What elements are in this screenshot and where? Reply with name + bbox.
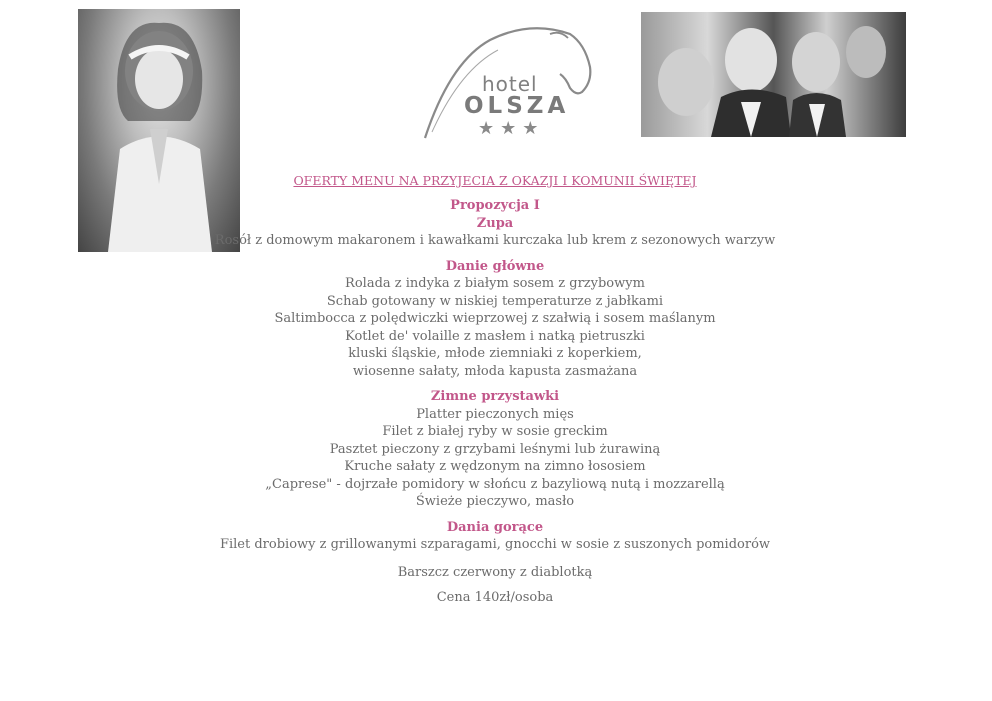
extra-item: Barszcz czerwony z diablotką: [397, 564, 593, 580]
soup-item: Rosół z domowym makaronem i kawałkami kurczaka lub krem z sezonowych warzyw: [214, 233, 776, 248]
communion-boys-photo: [641, 12, 906, 137]
main-dish-item: kluski śląskie, młode ziemniaki z koperkiem,: [348, 346, 642, 361]
main-dish-item: Kotlet de' volaille z masłem i natką pietruszki: [345, 328, 645, 344]
hotel-logo: [420, 22, 595, 142]
hot-dishes-heading: Dania gorące: [446, 519, 544, 535]
price-line: Cena 140zł/osoba: [436, 590, 554, 605]
main-dishes-heading: Danie główne: [445, 258, 545, 274]
soup-heading: Zupa: [476, 215, 514, 231]
main-dish-item: wiosenne sałaty, młoda kapusta zasmażana: [352, 363, 638, 379]
cold-starters-heading: Zimne przystawki: [430, 389, 560, 404]
cold-starter-item: Platter pieczonych mięs: [416, 406, 574, 422]
page-title: OFERTY MENU NA PRZYJECIA Z OKAZJI I KOMUNII ŚWIĘTEJ: [293, 173, 697, 188]
cold-starter-item: „Caprese" - dojrzałe pomidory w słońcu z bazyliową nutą i mozzarellą: [265, 476, 725, 492]
hot-dish-item: Filet drobiowy z grillowanymi szparagami, gnocchi w sosie z suszonych pomidorów: [219, 537, 771, 552]
cold-starter-item: Kruche sałaty z wędzonym na zimno łososiem: [344, 459, 646, 474]
menu-content: [140, 172, 850, 607]
cold-starter-item: Pasztet pieczony z grzybami leśnymi lub żurawiną: [329, 441, 661, 457]
main-dish-item: Saltimbocca z polędwiczki wieprzowej z szałwią i sosem maślanym: [274, 311, 716, 326]
logo-word: hotel: [482, 72, 538, 96]
cold-starter-item: Filet z białej ryby w sosie greckim: [382, 424, 608, 439]
proposal-heading: Propozycja I: [450, 198, 540, 213]
cold-starter-item: Świeże pieczywo, masło: [415, 494, 575, 509]
logo-name: OLSZA: [464, 93, 570, 119]
main-dish-item: Schab gotowany w niskiej temperaturze z jabłkami: [326, 293, 664, 309]
main-dish-item: Rolada z indyka z białym sosem z grzybowym: [345, 276, 645, 291]
logo-stars: ★★★: [478, 118, 545, 139]
